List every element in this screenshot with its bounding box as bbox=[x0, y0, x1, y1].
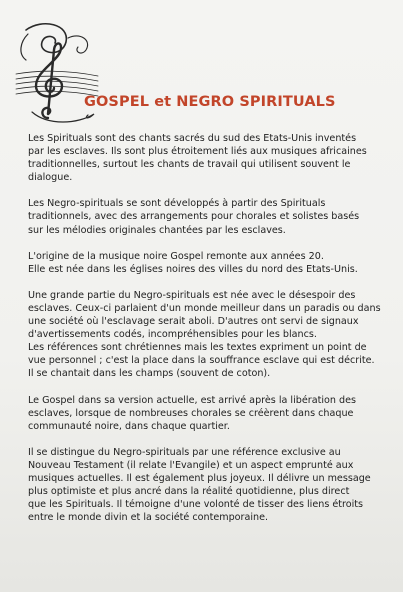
text-line: Le Gospel dans sa version actuelle, est arrivé après la libération des bbox=[28, 394, 356, 406]
text-line: dialogue. bbox=[28, 172, 73, 184]
paragraph bbox=[28, 250, 392, 276]
text-line: communauté noire, dans chaque quartier. bbox=[28, 420, 230, 432]
text-line: vue personnel ; c'est la place dans la souffrance esclave qui est décrite. bbox=[28, 355, 375, 367]
text-line: esclaves, lorsque de nombreuses chorales se créèrent dans chaque bbox=[28, 407, 354, 419]
text-line: traditionnelles, surtout les chants de travail qui utilisent souvent le bbox=[28, 159, 351, 171]
text-line: Une grande partie du Negro-spirituals est née avec le désespoir des bbox=[28, 289, 356, 301]
paragraph bbox=[28, 446, 392, 525]
text-line: Nouveau Testament (il relate l'Evangile) et un aspect emprunté aux bbox=[28, 459, 354, 471]
text-line: musiques actuelles. Il est également plus joyeux. Il délivre un message bbox=[28, 472, 371, 484]
text-line: Les références sont chrétiennes mais les textes expriment un point de bbox=[28, 342, 367, 354]
text-line: par les esclaves. Ils sont plus étroitement liés aux musiques africaines bbox=[28, 146, 367, 158]
text-line: plus optimiste et plus ancré dans la réalité quotidienne, plus direct bbox=[28, 486, 350, 498]
paragraph bbox=[28, 289, 392, 381]
text-line: sur les mélodies originales chantées par les esclaves. bbox=[28, 224, 286, 236]
text-line: d'avertissements codés, incompréhensibles pour les blancs. bbox=[28, 329, 317, 341]
paragraph bbox=[28, 394, 392, 433]
text-line: Elle est née dans les églises noires des villes du nord des Etats-Unis. bbox=[28, 263, 358, 275]
text-line: que les Spirituals. Il témoigne d'une volonté de tisser des liens étroits bbox=[28, 499, 364, 511]
paragraph bbox=[28, 197, 392, 236]
document-body bbox=[28, 132, 392, 537]
text-line: L'origine de la musique noire Gospel remonte aux années 20. bbox=[28, 250, 324, 262]
text-line: Il se distingue du Negro-spirituals par une référence exclusive au bbox=[28, 446, 341, 458]
treble-clef-icon bbox=[8, 20, 104, 128]
text-line: une société où l'esclavage serait aboli. D'autres ont servi de signaux bbox=[28, 316, 359, 328]
text-line: Il se chantait dans les champs (souvent de coton). bbox=[28, 368, 271, 380]
text-line: Les Spirituals sont des chants sacrés du sud des Etats-Unis inventés bbox=[28, 133, 357, 144]
paragraph bbox=[28, 132, 392, 184]
text-line: entre le monde divin et la société contemporaine. bbox=[28, 512, 269, 524]
text-line: esclaves. Ceux-ci parlaient d'un monde meilleur dans un paradis ou dans bbox=[28, 302, 381, 314]
page-title: GOSPEL et NEGRO SPIRITUALS bbox=[84, 94, 336, 110]
text-line: traditionnels, avec des arrangements pour chorales et solistes basés bbox=[28, 211, 360, 223]
text-line: Les Negro-spirituals se sont développés à partir des Spirituals bbox=[28, 198, 326, 210]
